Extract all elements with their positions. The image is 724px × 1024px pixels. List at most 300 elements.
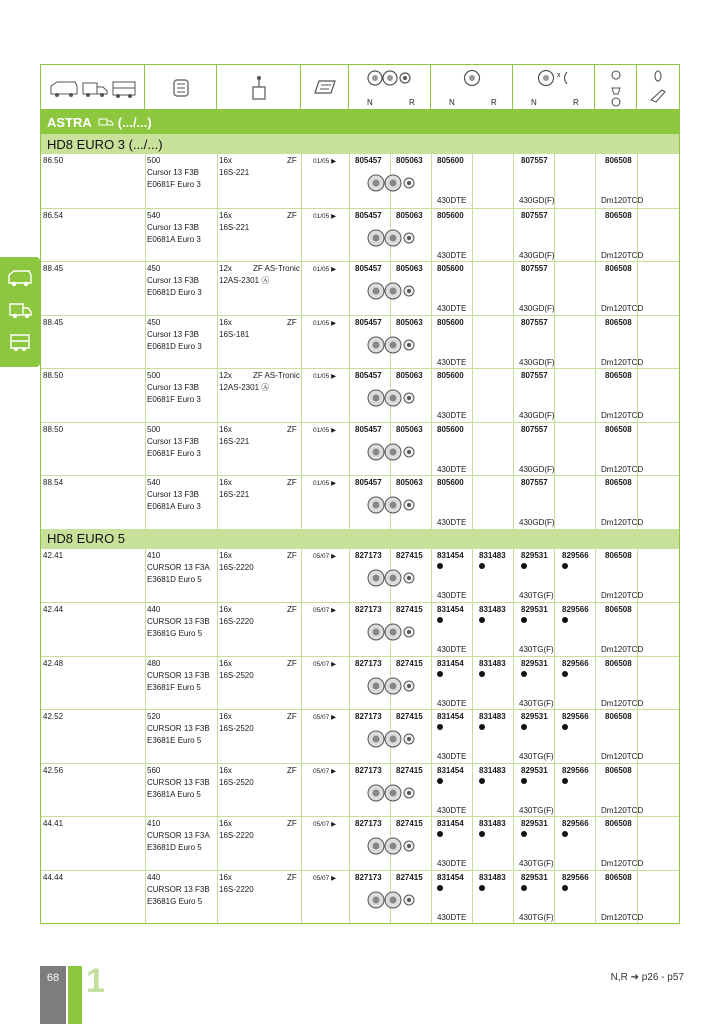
cell-n2: 831454 [437, 872, 464, 882]
cell-d1: 430DTE [437, 590, 467, 600]
column-divider [554, 817, 555, 870]
cell-r1: 827415 [396, 765, 423, 775]
cell-d1: 430DTE [437, 859, 467, 868]
column-divider [554, 603, 555, 656]
column-divider [145, 262, 146, 315]
cell-n3: 829531 [521, 658, 548, 668]
column-divider [595, 316, 596, 369]
table-row [41, 368, 679, 422]
column-divider [349, 369, 350, 422]
column-divider [217, 316, 218, 369]
cell-n2: 831454 [437, 712, 464, 721]
gearshift-icon [251, 75, 267, 101]
cell-n1: 805457 [355, 156, 382, 165]
cell-last: 806508 [605, 371, 632, 380]
column-divider [431, 209, 432, 262]
cell-engine: Cursor 13 F3B [147, 168, 200, 177]
clutch-kit-icon [367, 496, 419, 514]
column-divider [145, 316, 146, 369]
cell-d1: 430DTE [437, 304, 467, 313]
cell-r3: 829566 [562, 658, 589, 668]
column-divider [595, 657, 596, 710]
header-r-label: R [491, 98, 497, 107]
cell-d2: 430GD(F) [519, 250, 555, 260]
cell-n3: 807557 [521, 317, 548, 327]
cell-gearbox: 16S-2520 [219, 670, 254, 680]
clutch-kit-icon [367, 282, 419, 300]
cell-model: 42.41 [43, 550, 64, 560]
cell-last: 806508 [605, 819, 632, 828]
cell-n1: 805457 [355, 317, 382, 327]
cell-d2: 430TG(F) [519, 912, 554, 922]
pressure-plate-icon [537, 69, 573, 87]
column-divider [431, 423, 432, 476]
column-divider [472, 603, 473, 656]
cell-make: ZF [287, 156, 297, 165]
cell-gearbox: 16S-2220 [219, 617, 254, 626]
cell-code: E3681F Euro 5 [147, 682, 201, 692]
column-divider [431, 817, 432, 870]
column-divider [595, 549, 596, 603]
cell-model: 88.54 [43, 478, 64, 487]
cell-model: 42.52 [43, 712, 64, 721]
cell-n1: 805457 [355, 478, 382, 487]
vehicle-types-icon [49, 77, 139, 99]
note-bullet-icon [437, 617, 443, 623]
cell-last: 806508 [605, 658, 632, 668]
cell-gearbox: 16S-221 [219, 490, 250, 499]
cell-n2: 805600 [437, 478, 464, 487]
cell-n3: 807557 [521, 371, 548, 380]
cell-engine: CURSOR 13 F3B [147, 777, 210, 787]
cell-engine: Cursor 13 F3B [147, 222, 200, 232]
cell-d3: Dm120TCD [601, 357, 644, 367]
header-actuator-col [637, 65, 679, 110]
table-row [41, 261, 679, 315]
cell-code: E0681D Euro 3 [147, 288, 202, 297]
note-bullet-icon [562, 885, 568, 891]
footer-accent-bar [68, 966, 82, 1024]
cell-date: 01/05 ▶ [313, 319, 337, 327]
table-row [41, 763, 679, 817]
column-divider [301, 154, 302, 208]
cell-r1: 827415 [396, 872, 423, 882]
series-heading: HD8 EURO 3 (.../...) [41, 134, 679, 154]
chapter-number: 1 [86, 962, 105, 1000]
cell-n3: 829531 [521, 872, 548, 882]
header-clutch-kit-col [349, 65, 431, 110]
cell-code: E3681E Euro 5 [147, 736, 202, 745]
cell-n2: 831454 [437, 819, 464, 828]
cell-n2: 831454 [437, 605, 464, 614]
cell-d3: Dm120TCD [601, 304, 644, 313]
column-divider [595, 817, 596, 870]
cell-last: 806508 [605, 872, 632, 882]
van-icon [7, 267, 33, 289]
column-divider [349, 154, 350, 208]
column-divider [472, 871, 473, 924]
column-divider [554, 549, 555, 603]
column-divider [554, 657, 555, 710]
cell-d2: 430GD(F) [519, 518, 555, 527]
cell-hp: 450 [147, 317, 161, 327]
column-divider [472, 817, 473, 870]
cell-hp: 480 [147, 658, 161, 668]
series-heading: HD8 EURO 5 [41, 529, 679, 549]
note-bullet-icon [437, 831, 443, 837]
cell-gears: 16x [219, 210, 232, 220]
clutch-kit-icon [367, 336, 419, 354]
cell-d3: Dm120TCD [601, 411, 644, 420]
cell-gears: 12x [219, 264, 232, 273]
clutch-kit-icon [367, 229, 419, 247]
note-bullet-icon [521, 671, 527, 677]
cell-model: 86.50 [43, 156, 64, 165]
column-divider [145, 549, 146, 603]
column-divider [349, 262, 350, 315]
truck-icon [7, 299, 33, 321]
cell-code: E0681A Euro 3 [147, 234, 201, 244]
cell-gearbox: 16S-2520 [219, 724, 254, 733]
cell-d3: Dm120TCD [601, 912, 644, 922]
column-divider [472, 549, 473, 603]
cell-date: 01/05 ▶ [313, 212, 337, 220]
cell-n1: 827173 [355, 872, 382, 882]
cell-code: E3681A Euro 5 [147, 789, 201, 799]
column-divider [431, 262, 432, 315]
cell-last: 806508 [605, 156, 632, 165]
cell-n1: 827173 [355, 765, 382, 775]
cell-code: E0681F Euro 3 [147, 180, 201, 189]
cell-r1: 827415 [396, 605, 423, 614]
cell-n3: 829531 [521, 550, 548, 560]
column-divider [145, 764, 146, 817]
cell-d3: Dm120TCD [601, 859, 644, 868]
cell-d3: Dm120TCD [601, 752, 644, 761]
cell-date: 05/07 ▶ [313, 607, 337, 614]
engine-icon [171, 76, 191, 100]
cell-gears: 16x [219, 712, 232, 721]
cell-date: 05/07 ▶ [313, 874, 337, 882]
cell-last: 806508 [605, 550, 632, 560]
column-divider [217, 476, 218, 529]
cell-model: 88.45 [43, 317, 64, 327]
cell-n2: 805600 [437, 424, 464, 434]
cell-code: E3681D Euro 5 [147, 843, 202, 852]
cell-gearbox: 12AS-2301 Ⓐ [219, 276, 270, 285]
cell-n3: 829531 [521, 765, 548, 775]
cell-n1: 805457 [355, 210, 382, 220]
cell-r1: 805063 [396, 156, 423, 165]
cell-n2: 805600 [437, 156, 464, 165]
cell-n2: 831454 [437, 550, 464, 560]
side-category-tab [0, 257, 40, 367]
header-gearbox-col [217, 65, 301, 110]
cell-d3: Dm120TCD [601, 590, 644, 600]
header-vehicle-col [41, 65, 145, 110]
cell-last: 806508 [605, 210, 632, 220]
cell-model: 44.44 [43, 872, 64, 882]
column-divider [217, 154, 218, 208]
column-divider [145, 423, 146, 476]
cell-n1: 827173 [355, 819, 382, 828]
column-divider [145, 710, 146, 763]
cell-d1: 430DTE [437, 698, 467, 708]
clutch-kit-icon [367, 730, 419, 748]
note-bullet-icon [437, 671, 443, 677]
cell-d3: Dm120TCD [601, 464, 644, 474]
column-divider [217, 657, 218, 710]
cell-gears: 16x [219, 658, 232, 668]
cell-n3: 807557 [521, 478, 548, 487]
note-bullet-icon [479, 831, 485, 837]
cell-date: 01/05 ▶ [313, 480, 337, 487]
cell-hp: 440 [147, 605, 161, 614]
brand-title: ASTRA [47, 114, 92, 130]
column-divider [349, 603, 350, 656]
cell-last: 806508 [605, 765, 632, 775]
clutch-kit-icon [367, 891, 419, 909]
brand-suffix: (.../...) [117, 114, 152, 130]
cell-r2: 831483 [479, 872, 506, 882]
column-divider [217, 262, 218, 315]
table-row [41, 154, 679, 208]
cell-n1: 827173 [355, 712, 382, 721]
note-bullet-icon [521, 724, 527, 730]
cell-n3: 829531 [521, 819, 548, 828]
cell-engine: CURSOR 13 F3B [147, 670, 210, 680]
column-divider [595, 710, 596, 763]
cell-code: E3681G Euro 5 [147, 896, 203, 906]
note-bullet-icon [437, 778, 443, 784]
cell-date: 01/05 ▶ [313, 426, 337, 434]
note-bullet-icon [437, 724, 443, 730]
column-divider [217, 423, 218, 476]
cell-gears: 16x [219, 424, 232, 434]
column-divider [554, 764, 555, 817]
cell-d2: 430GD(F) [519, 357, 555, 367]
note-bullet-icon [562, 617, 568, 623]
cell-d1: 430DTE [437, 411, 467, 420]
header-engine-col [145, 65, 217, 110]
note-bullet-icon [479, 617, 485, 623]
column-divider [595, 764, 596, 817]
table-row [41, 475, 679, 529]
cell-gears: 16x [219, 872, 232, 882]
cell-hp: 540 [147, 478, 161, 487]
cell-engine: CURSOR 13 F3A [147, 831, 210, 840]
column-divider [145, 154, 146, 208]
clutch-kit-icon [367, 569, 419, 587]
column-divider [145, 871, 146, 924]
cell-d1: 430DTE [437, 805, 467, 815]
cell-n1: 827173 [355, 550, 382, 560]
cell-last: 806508 [605, 424, 632, 434]
cell-engine: Cursor 13 F3B [147, 383, 200, 392]
column-divider [217, 871, 218, 924]
column-divider [472, 657, 473, 710]
cell-n1: 805457 [355, 424, 382, 434]
cell-r2: 831483 [479, 819, 506, 828]
column-divider [595, 262, 596, 315]
cell-d3: Dm120TCD [601, 698, 644, 708]
cell-gearbox: 16S-2520 [219, 777, 254, 787]
column-divider [513, 871, 514, 924]
cell-r3: 829566 [562, 765, 589, 775]
note-bullet-icon [562, 563, 568, 569]
cell-d3: Dm120TCD [601, 196, 644, 205]
cell-gears: 12x [219, 371, 232, 380]
note-bullet-icon [437, 885, 443, 891]
column-divider [513, 316, 514, 369]
cell-gearbox: 16S-2220 [219, 884, 254, 894]
series-rows [41, 549, 679, 924]
column-divider [349, 209, 350, 262]
column-divider [431, 369, 432, 422]
header-clutch-disc-col [431, 65, 513, 110]
column-divider [472, 476, 473, 529]
cell-date: 05/07 ▶ [313, 714, 337, 721]
note-bullet-icon [479, 671, 485, 677]
header-pressure-plate-col [513, 65, 595, 110]
cell-n3: 807557 [521, 264, 548, 273]
truck-icon [98, 117, 114, 127]
cell-n3: 829531 [521, 712, 548, 721]
cell-engine: Cursor 13 F3B [147, 490, 200, 499]
cell-n1: 827173 [355, 658, 382, 668]
table-row [41, 208, 679, 262]
column-divider [301, 657, 302, 710]
clutch-kit-icon [367, 69, 413, 87]
cell-hp: 410 [147, 550, 161, 560]
cell-hp: 540 [147, 210, 161, 220]
column-divider [431, 316, 432, 369]
note-bullet-icon [521, 563, 527, 569]
cell-gearbox: 12AS-2301 Ⓐ [219, 383, 270, 392]
column-divider [301, 871, 302, 924]
cell-code: E0681D Euro 3 [147, 341, 202, 351]
column-divider [472, 710, 473, 763]
cell-last: 806508 [605, 605, 632, 614]
cell-make: ZF [287, 819, 297, 828]
column-divider [595, 369, 596, 422]
column-divider [554, 871, 555, 924]
column-divider [217, 817, 218, 870]
column-divider [472, 764, 473, 817]
cell-hp: 560 [147, 765, 161, 775]
table-row [41, 549, 679, 603]
cell-r1: 827415 [396, 550, 423, 560]
column-divider [301, 549, 302, 603]
cell-date: 01/05 ▶ [313, 266, 337, 273]
cell-r2: 831483 [479, 658, 506, 668]
cell-code: E3681G Euro 5 [147, 629, 203, 638]
cell-n1: 827173 [355, 605, 382, 614]
cell-d1: 430DTE [437, 912, 467, 922]
cell-code: E0681F Euro 3 [147, 395, 201, 404]
header-r-label: R [409, 98, 415, 107]
column-divider [513, 209, 514, 262]
brand-section-bar [41, 110, 679, 134]
cell-date: 01/05 ▶ [313, 373, 337, 380]
note-bullet-icon [521, 831, 527, 837]
column-divider [301, 710, 302, 763]
table-row [41, 870, 679, 924]
column-divider [472, 154, 473, 208]
cell-gears: 16x [219, 478, 232, 487]
column-divider [217, 549, 218, 603]
column-divider [513, 817, 514, 870]
cell-gearbox: 16S-181 [219, 329, 250, 339]
cell-r3: 829566 [562, 550, 589, 560]
cell-r1: 805063 [396, 478, 423, 487]
column-divider [513, 710, 514, 763]
cell-engine: Cursor 13 F3B [147, 276, 200, 285]
cell-date: 05/07 ▶ [313, 767, 337, 775]
cell-n2: 805600 [437, 264, 464, 273]
cell-d2: 430TG(F) [519, 752, 554, 761]
cell-n2: 805600 [437, 210, 464, 220]
cell-r3: 829566 [562, 872, 589, 882]
cell-d1: 430DTE [437, 250, 467, 260]
cell-make: ZF [287, 872, 297, 882]
header-n-label: N [531, 98, 537, 107]
cell-d2: 430TG(F) [519, 805, 554, 815]
header-x-mark: x [557, 72, 561, 79]
column-divider [145, 817, 146, 870]
cell-d1: 430DTE [437, 357, 467, 367]
column-divider [145, 209, 146, 262]
cell-n1: 805457 [355, 264, 382, 273]
column-divider [217, 710, 218, 763]
note-bullet-icon [479, 885, 485, 891]
column-divider [349, 316, 350, 369]
cell-model: 88.50 [43, 371, 64, 380]
cell-model: 88.45 [43, 264, 64, 273]
column-divider [217, 764, 218, 817]
column-divider [595, 476, 596, 529]
clutch-kit-icon [367, 837, 419, 855]
cell-model: 44.41 [43, 819, 64, 828]
column-divider [217, 369, 218, 422]
column-divider [301, 817, 302, 870]
column-divider [349, 817, 350, 870]
clutch-kit-icon [367, 677, 419, 695]
cell-model: 42.56 [43, 765, 64, 775]
cell-n3: 829531 [521, 605, 548, 614]
cell-d2: 430TG(F) [519, 859, 554, 868]
cell-n2: 805600 [437, 371, 464, 380]
note-bullet-icon [521, 778, 527, 784]
table-row [41, 422, 679, 476]
cell-n3: 807557 [521, 156, 548, 165]
cell-gearbox: 16S-221 [219, 222, 250, 232]
cell-code: E3681D Euro 5 [147, 574, 202, 584]
table-row [41, 602, 679, 656]
clutch-kit-icon [367, 623, 419, 641]
column-divider [595, 603, 596, 656]
cell-engine: CURSOR 13 F3A [147, 562, 210, 572]
column-divider [513, 657, 514, 710]
cell-make: ZF [287, 478, 297, 487]
column-divider [301, 316, 302, 369]
cell-d3: Dm120TCD [601, 645, 644, 654]
column-divider [595, 871, 596, 924]
header-n-label: N [449, 98, 455, 107]
cell-date: 05/07 ▶ [313, 552, 337, 560]
header-n-label: N [367, 98, 373, 107]
cell-d2: 430TG(F) [519, 698, 554, 708]
